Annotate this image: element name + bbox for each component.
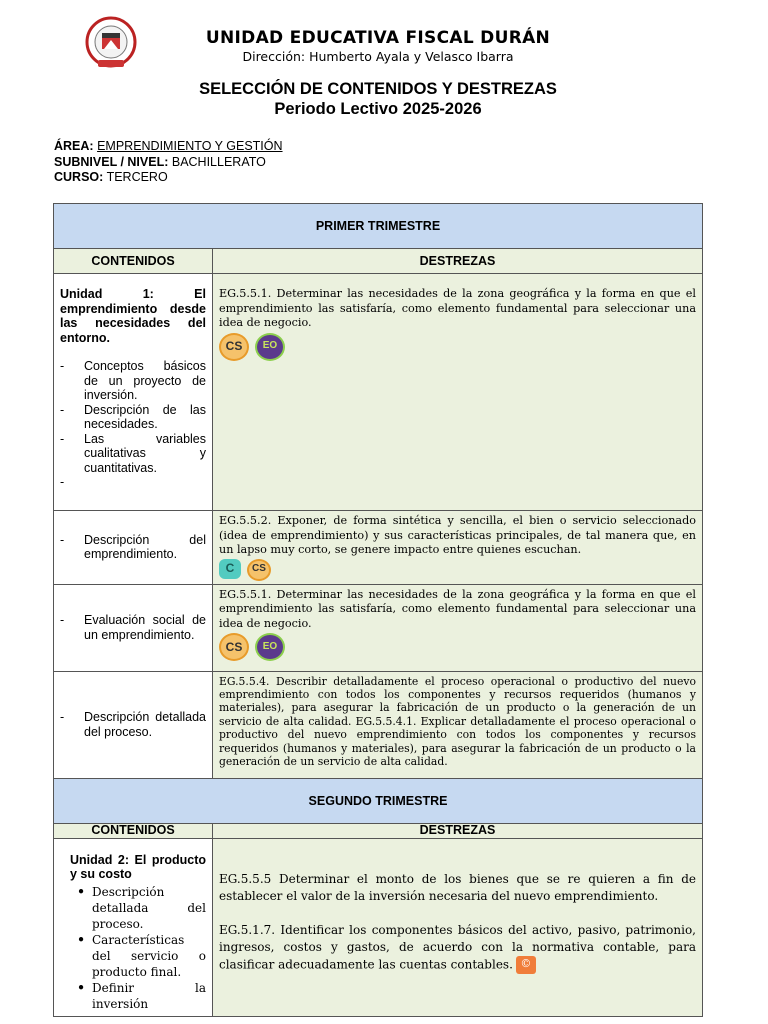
list-item: - Descripción detallada del proceso.	[60, 710, 206, 739]
list-item: - Las variables cualitativas y cuantitativas.	[60, 431, 206, 475]
skill-text: EG.5.5.1. Determinar las necesidades de la zona geográfica y la forma en que el emprendimiento las satisfaría, como elemento fundamental para seleccionar una idea de negocio.	[219, 587, 696, 630]
cs-badge-icon: CS	[219, 333, 249, 361]
col-contenidos: CONTENIDOS	[54, 823, 213, 838]
trimester-2-header: SEGUNDO TRIMESTRE	[54, 778, 703, 823]
col-destrezas: DESTREZAS	[213, 249, 703, 274]
skill-text: EG.5.5.2. Exponer, de forma sintética y sencilla, el bien o servicio seleccionado (idea de emprendimiento) y sus características principales, de tal manera que, en un lapso muy corto, se genere impacto entre quienes escuchan.	[219, 514, 696, 556]
row3-destrezas	[213, 584, 703, 671]
list-item: - Descripción del emprendimiento.	[60, 532, 206, 562]
col-contenidos: CONTENIDOS	[54, 249, 213, 274]
row4-contenidos	[54, 671, 213, 778]
col-destrezas: DESTREZAS	[213, 823, 703, 838]
school-name: UNIDAD EDUCATIVA FISCAL DURÁN	[205, 28, 551, 48]
unit-1-title: Unidad 1: El emprendimiento desde las necesidades del entorno.	[60, 287, 206, 345]
skill-text: EG.5.5.5 Determinar el monto de los bienes que se re quieren a fin de establecer el valor de la inversión necesaria del nuevo emprendimiento.	[219, 871, 696, 903]
list-item: • Características del servicio o producto final.	[76, 930, 206, 979]
row4-destrezas	[213, 671, 703, 778]
list-item: - Conceptos básicos de un proyecto de inversión.	[60, 359, 206, 402]
skill-text: EG.5.1.7. Identificar los componentes básicos del activo, pasivo, patrimonio, ingresos, costos y gastos, de acuerdo con la normativa contable, para clasificar adecuadamente las cuentas contables. ©	[219, 922, 696, 974]
list-item: • Descripción detallada del proceso.	[76, 882, 206, 931]
row1-destrezas	[213, 274, 703, 511]
eo-badge-icon: EO	[255, 633, 285, 661]
school-logo	[80, 14, 142, 70]
document-title: SELECCIÓN DE CONTENIDOS Y DESTREZAS	[199, 80, 557, 98]
cs-badge-icon: CS	[247, 559, 271, 581]
list-item: -	[60, 475, 65, 489]
row1-contenidos	[54, 274, 213, 511]
contents-table	[53, 203, 703, 1017]
eo-badge-icon: EO	[255, 333, 285, 361]
skill-text: EG.5.5.1. Determinar las necesidades de la zona geográfica y la forma en que el emprendimiento las satisfaría, como elemento fundamental para seleccionar una idea de negocio.	[219, 287, 696, 329]
c-badge-icon: C	[219, 559, 241, 579]
trimester-1-header: PRIMER TRIMESTRE	[54, 204, 703, 249]
list-item: - Descripción de las necesidades.	[60, 402, 206, 431]
meta-area: ÁREA: EMPRENDIMIENTO Y GESTIÓN	[54, 139, 283, 153]
row5-contenidos	[54, 838, 213, 1016]
school-address: Dirección: Humberto Ayala y Velasco Ibarra	[242, 49, 514, 64]
list-item: - Evaluación social de un emprendimiento.	[60, 613, 206, 642]
meta-course: CURSO: TERCERO	[54, 170, 168, 184]
cs-badge-icon: CS	[219, 633, 249, 661]
row3-contenidos	[54, 584, 213, 671]
monitor-icon: ©	[516, 956, 536, 974]
row2-destrezas	[213, 511, 703, 585]
row2-contenidos	[54, 511, 213, 585]
row5-destrezas	[213, 838, 703, 1016]
document-period: Periodo Lectivo 2025-2026	[274, 100, 482, 118]
meta-level: SUBNIVEL / NIVEL: BACHILLERATO	[54, 155, 266, 169]
skill-text: EG.5.5.4. Describir detalladamente el proceso operacional o productivo del nuevo emprendimiento con todos los componentes y recursos requeridos (humanos y materiales), para asegurar la fabricación de un producto o la generación de un servicio de alta calidad. EG.5.5.4.1. Explicar detalladamente el proceso operacional o productivo del nuevo emprendimiento con todos los componentes y recursos requeridos (humanos y materiales), para asegurar la fabricación de un producto o la generación de un servicio de alta calidad.	[219, 674, 696, 768]
list-item: • Definir la inversión	[76, 978, 206, 1011]
unit-2-title: Unidad 2: El producto y su costo	[70, 852, 206, 881]
